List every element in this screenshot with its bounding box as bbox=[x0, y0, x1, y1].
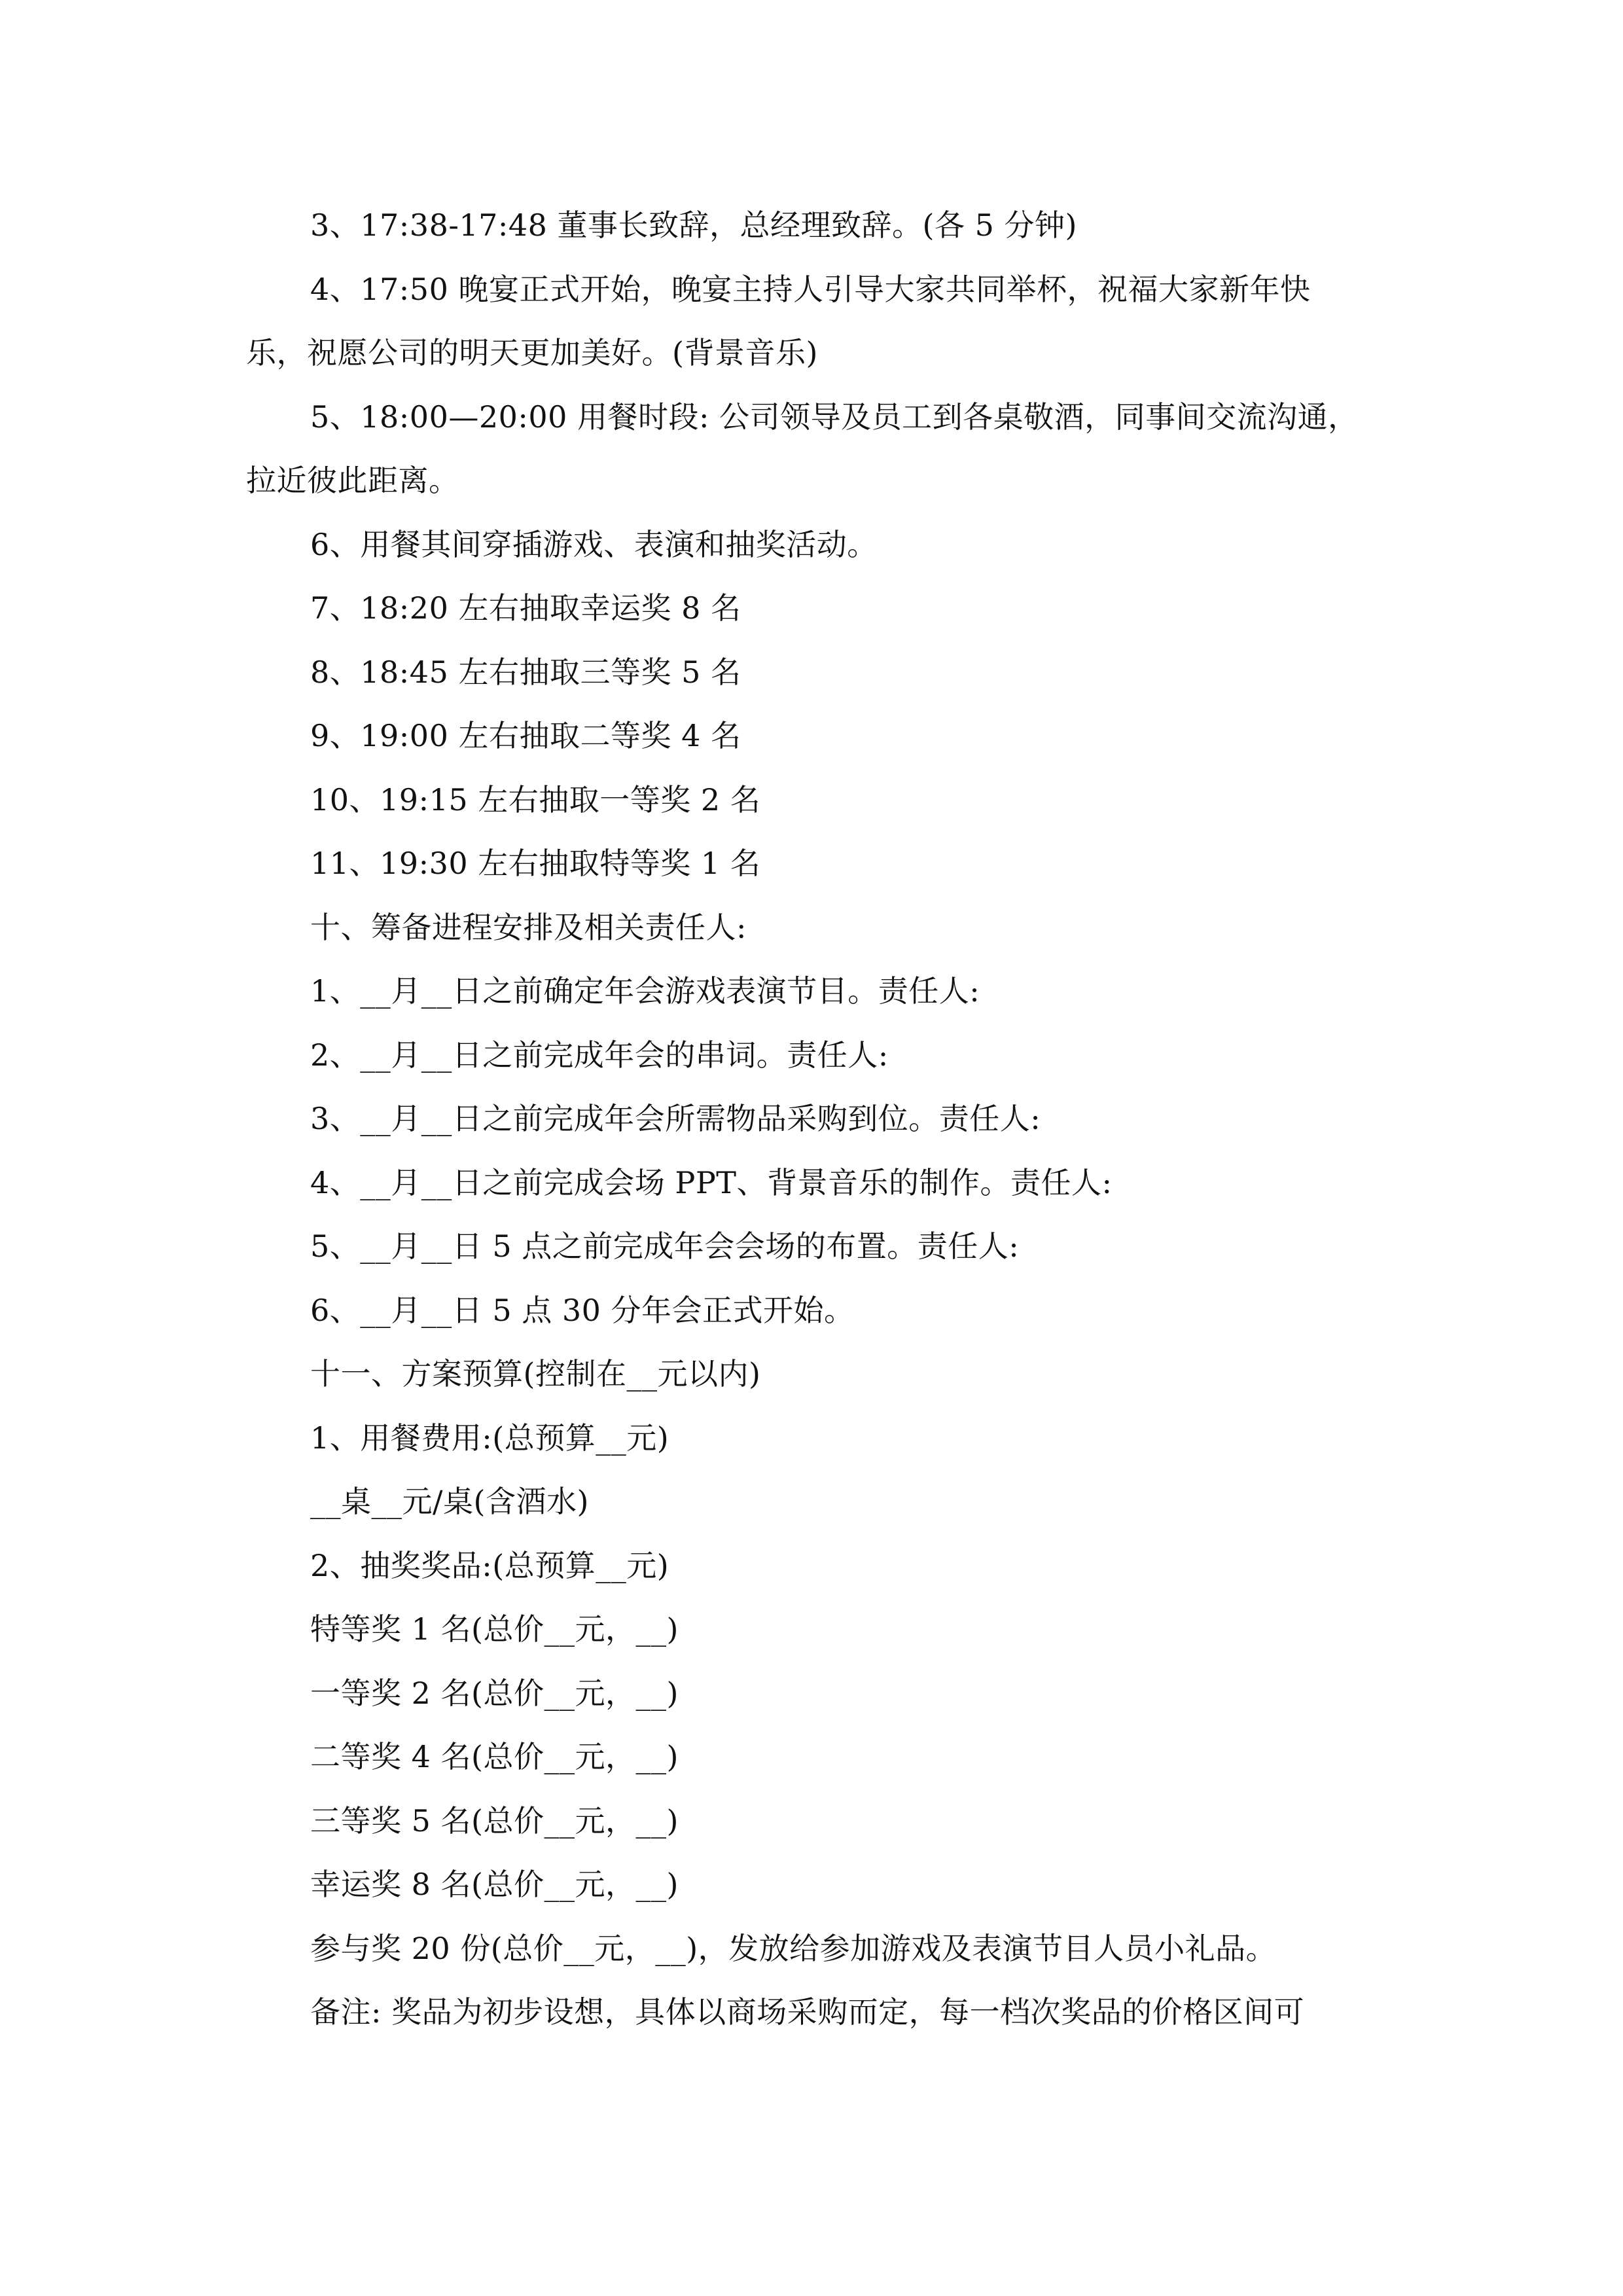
section-heading-budget: 十一、方案预算(控制在__元以内) bbox=[310, 1356, 761, 1391]
budget-remark: 备注: 奖品为初步设想，具体以商场采购而定，每一档次奖品的价格区间可 bbox=[310, 1994, 1305, 2030]
agenda-item-3: 3、17:38-17:48 董事长致辞，总经理致辞。(各 5 分钟) bbox=[310, 207, 1077, 243]
agenda-item-8: 8、18:45 左右抽取三等奖 5 名 bbox=[310, 654, 741, 690]
preparation-item-4: 4、__月__日之前完成会场 PPT、背景音乐的制作。责任人: bbox=[310, 1164, 1113, 1200]
agenda-item-5: 5、18:00—20:00 用餐时段: 公司领导及员工到各桌敬酒，同事间交流沟通， bbox=[310, 399, 1359, 435]
budget-item-dining: 1、用餐费用:(总预算__元) bbox=[310, 1420, 669, 1456]
section-heading-preparation: 十、筹备进程安排及相关责任人: bbox=[310, 909, 747, 945]
preparation-item-5: 5、__月__日 5 点之前完成年会会场的布置。责任人: bbox=[310, 1229, 1020, 1264]
prize-third: 三等奖 5 名(总价__元，__) bbox=[310, 1803, 679, 1839]
preparation-item-2: 2、__月__日之前完成年会的串词。责任人: bbox=[310, 1037, 889, 1073]
prize-participation: 参与奖 20 份(总价__元，__)，发放给参加游戏及表演节目人员小礼品。 bbox=[310, 1930, 1277, 1966]
preparation-item-1: 1、__月__日之前确定年会游戏表演节目。责任人: bbox=[310, 973, 980, 1009]
budget-dining-detail: __桌__元/桌(含酒水) bbox=[310, 1484, 589, 1519]
budget-item-prizes: 2、抽奖奖品:(总预算__元) bbox=[310, 1547, 669, 1583]
preparation-item-6: 6、__月__日 5 点 30 分年会正式开始。 bbox=[310, 1292, 855, 1328]
agenda-item-4: 4、17:50 晚宴正式开始，晚宴主持人引导大家共同举杯，祝福大家新年快 bbox=[310, 271, 1311, 307]
agenda-item-10: 10、19:15 左右抽取一等奖 2 名 bbox=[310, 781, 761, 817]
agenda-item-4-continued: 乐，祝愿公司的明天更加美好。(背景音乐) bbox=[246, 335, 818, 370]
prize-grand: 特等奖 1 名(总价__元，__) bbox=[310, 1611, 679, 1647]
agenda-item-6: 6、用餐其间穿插游戏、表演和抽奖活动。 bbox=[310, 526, 878, 562]
agenda-item-9: 9、19:00 左右抽取二等奖 4 名 bbox=[310, 718, 741, 753]
document-body bbox=[246, 194, 1378, 2045]
agenda-item-11: 11、19:30 左右抽取特等奖 1 名 bbox=[310, 846, 761, 881]
agenda-item-5-continued: 拉近彼此距离。 bbox=[246, 463, 459, 498]
prize-second: 二等奖 4 名(总价__元，__) bbox=[310, 1739, 679, 1774]
preparation-item-3: 3、__月__日之前完成年会所需物品采购到位。责任人: bbox=[310, 1101, 1041, 1136]
prize-lucky: 幸运奖 8 名(总价__元，__) bbox=[310, 1867, 679, 1902]
agenda-item-7: 7、18:20 左右抽取幸运奖 8 名 bbox=[310, 590, 741, 626]
prize-first: 一等奖 2 名(总价__元，__) bbox=[310, 1675, 679, 1711]
